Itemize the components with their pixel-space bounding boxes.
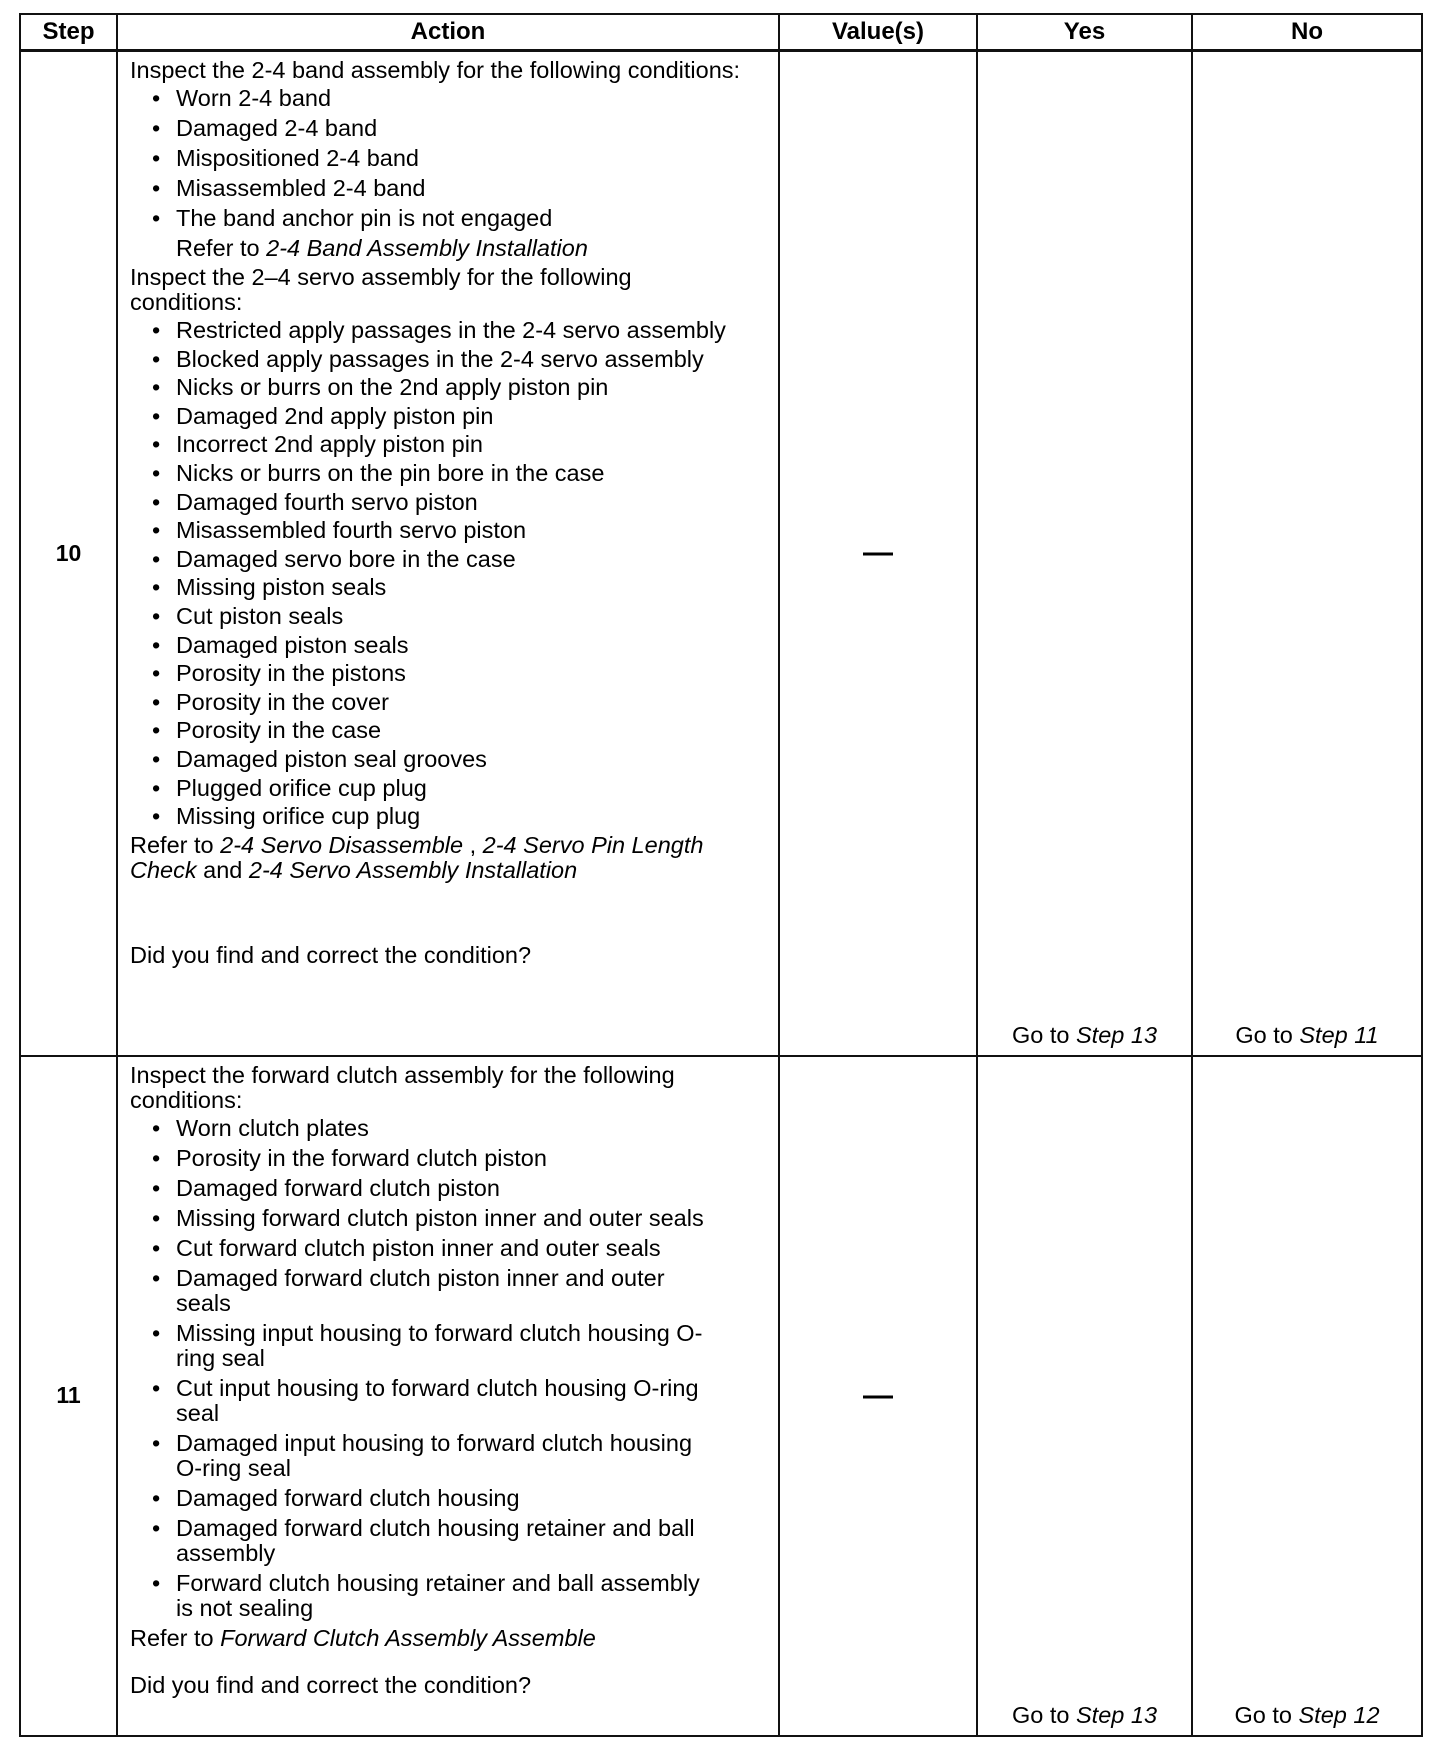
list-item: • The band anchor pin is not engaged xyxy=(152,206,768,231)
header-action: Action xyxy=(117,14,779,51)
question-step-11: Did you find and correct the condition? xyxy=(130,1671,532,1698)
yes-link-step-13[interactable]: Step 13 xyxy=(1076,1701,1158,1728)
list-item: • Misassembled fourth servo piston xyxy=(152,518,768,543)
yes-cell: Go to Step 13 xyxy=(977,51,1192,1056)
no-cell: Go to Step 12 xyxy=(1192,1056,1422,1736)
table-row-step-10 xyxy=(20,51,1422,1056)
header-values: Value(s) xyxy=(779,14,977,51)
list-item: • Restricted apply passages in the 2-4 servo assembly xyxy=(152,318,768,343)
list-item: • Plugged orifice cup plug xyxy=(152,776,768,801)
question-step-10: Did you find and correct the condition? xyxy=(130,941,532,968)
clutch-condition-list xyxy=(130,1116,768,1621)
header-yes: Yes xyxy=(977,14,1192,51)
value-cell: — xyxy=(779,51,977,1056)
servo-intro: Inspect the 2–4 servo assembly for the following conditions: xyxy=(130,264,632,315)
clutch-refer: Refer to Forward Clutch Assembly Assemble xyxy=(130,1624,596,1651)
list-item: • Cut piston seals xyxy=(152,604,768,629)
list-item: • Cut input housing to forward clutch housing O-ring seal xyxy=(152,1376,716,1426)
header-row xyxy=(20,14,1422,51)
no-cell: Go to Step 11 xyxy=(1192,51,1422,1056)
list-item: • Porosity in the cover xyxy=(152,690,768,715)
list-item: • Worn clutch plates xyxy=(152,1116,716,1141)
servo-refer-link-3[interactable]: 2-4 Servo Assembly Installation xyxy=(248,856,578,883)
band-refer: Refer to 2-4 Band Assembly Installation xyxy=(176,235,588,261)
header-step: Step xyxy=(20,14,117,51)
band-condition-list xyxy=(130,86,768,231)
list-item: • Missing orifice cup plug xyxy=(152,804,768,829)
list-item: • Damaged forward clutch housing retainer and ball assembly xyxy=(152,1516,716,1566)
step-number: 11 xyxy=(20,1056,117,1736)
list-item: • Nicks or burrs on the pin bore in the case xyxy=(152,461,768,486)
list-item: • Damaged forward clutch piston xyxy=(152,1176,716,1201)
list-item: • Porosity in the forward clutch piston xyxy=(152,1146,716,1171)
list-item: • Nicks or burrs on the 2nd apply piston pin xyxy=(152,375,768,400)
band-intro: Inspect the 2-4 band assembly for the following conditions: xyxy=(130,57,741,83)
list-item: • Misassembled 2-4 band xyxy=(152,176,768,201)
list-item: • Damaged piston seal grooves xyxy=(152,747,768,772)
list-item: • Damaged piston seals xyxy=(152,633,768,658)
no-link-step-12[interactable]: Step 12 xyxy=(1298,1701,1380,1728)
list-item: • Missing forward clutch piston inner and outer seals xyxy=(152,1206,716,1231)
diagnostic-table xyxy=(19,13,1423,1737)
list-item: • Incorrect 2nd apply piston pin xyxy=(152,432,768,457)
servo-condition-list xyxy=(130,318,768,829)
list-item: • Cut forward clutch piston inner and outer seals xyxy=(152,1236,716,1261)
list-item: • Forward clutch housing retainer and ball assembly is not sealing xyxy=(152,1571,716,1621)
list-item: • Blocked apply passages in the 2-4 servo assembly xyxy=(152,347,768,372)
yes-cell: Go to Step 13 xyxy=(977,1056,1192,1736)
table-row-step-11 xyxy=(20,1056,1422,1736)
list-item: • Worn 2-4 band xyxy=(152,86,768,111)
action-cell xyxy=(117,1056,779,1736)
list-item: • Porosity in the pistons xyxy=(152,661,768,686)
servo-refer-link-1[interactable]: 2-4 Servo Disassemble xyxy=(220,831,464,858)
action-cell xyxy=(117,51,779,1056)
list-item: • Damaged 2-4 band xyxy=(152,116,768,141)
servo-refer: Refer to 2-4 Servo Disassemble , 2-4 Servo Pin Length Check and 2-4 Servo Assembly Installation xyxy=(130,831,704,883)
clutch-refer-link[interactable]: Forward Clutch Assembly Assemble xyxy=(220,1624,596,1651)
list-item: • Damaged servo bore in the case xyxy=(152,547,768,572)
no-link-step-11[interactable]: Step 11 xyxy=(1299,1021,1379,1048)
list-item: • Porosity in the case xyxy=(152,718,768,743)
list-item: • Damaged input housing to forward clutch housing O-ring seal xyxy=(152,1431,716,1481)
list-item: • Missing input housing to forward clutch housing O-ring seal xyxy=(152,1321,716,1371)
list-item: • Damaged fourth servo piston xyxy=(152,490,768,515)
list-item: • Damaged forward clutch housing xyxy=(152,1486,716,1511)
clutch-intro: Inspect the forward clutch assembly for the following conditions: xyxy=(130,1061,675,1113)
list-item: • Damaged 2nd apply piston pin xyxy=(152,404,768,429)
servo-refer-link-2[interactable]: 2-4 Servo Pin Length Check xyxy=(130,831,704,883)
header-no: No xyxy=(1192,14,1422,51)
list-item: • Damaged forward clutch piston inner and outer seals xyxy=(152,1266,716,1316)
step-number: 10 xyxy=(20,51,117,1056)
yes-link-step-13[interactable]: Step 13 xyxy=(1076,1021,1158,1048)
list-item: • Missing piston seals xyxy=(152,575,768,600)
value-cell: — xyxy=(779,1056,977,1736)
list-item: • Mispositioned 2-4 band xyxy=(152,146,768,171)
band-refer-link[interactable]: 2-4 Band Assembly Installation xyxy=(266,235,588,261)
